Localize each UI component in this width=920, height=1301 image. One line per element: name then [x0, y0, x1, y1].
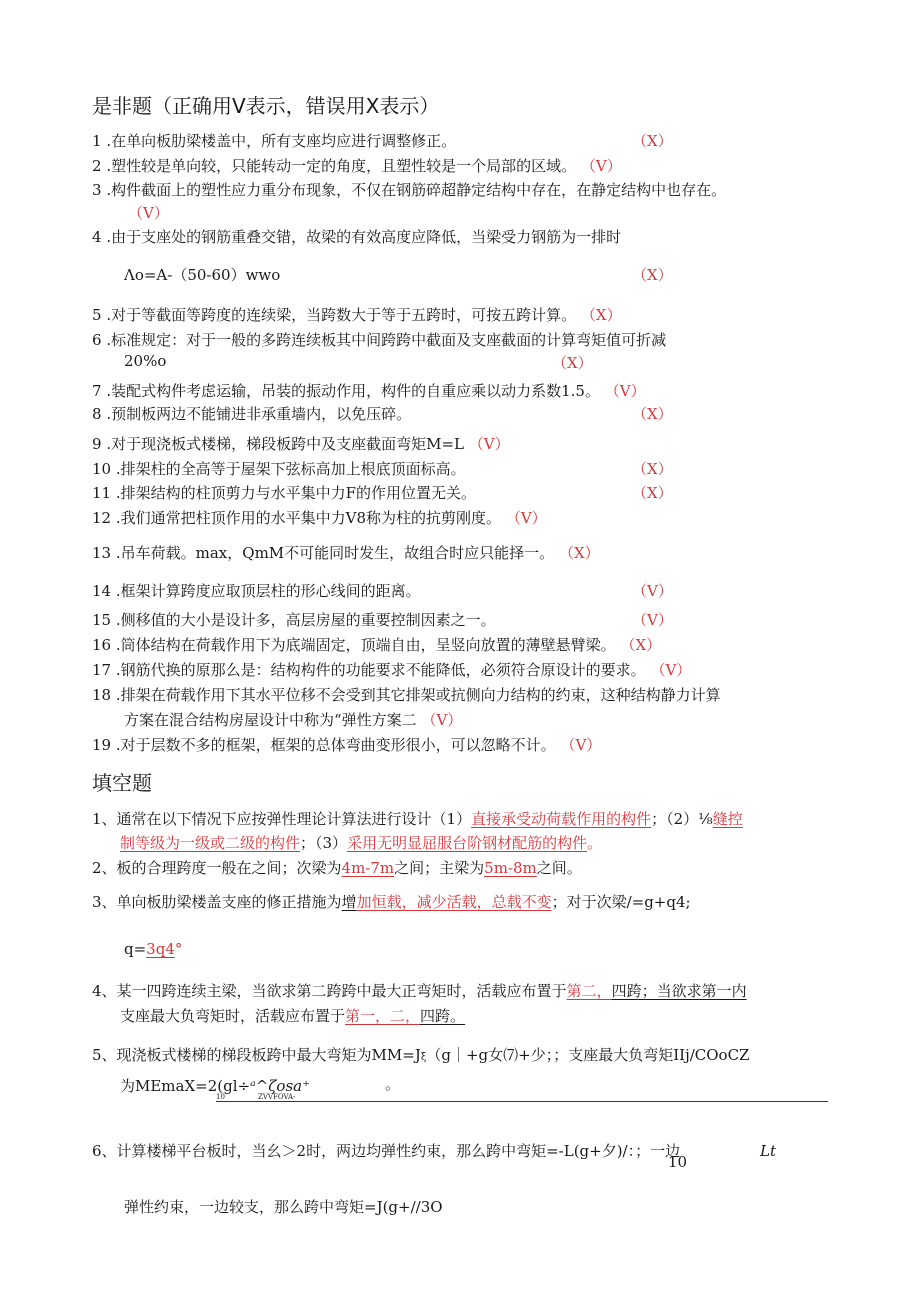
tf-item-number: 13 — [92, 544, 112, 562]
fb-text: 6、计算楼梯平台板时，当幺＞2时，两边均弹性约束，那么跨中弯矩=-L(g+夕)/：；一边 — [92, 1142, 681, 1160]
tf-item-text: .钢筋代换的原那么是：结构构件的功能要求不能降低，必须符合原设计的要求。 — [115, 661, 646, 679]
fb-question-1 — [92, 808, 743, 829]
fb-text: 5、现浇板式楼梯的梯段板跨中最大弯矩为MM=J — [92, 1046, 421, 1064]
fb-text: ᵃ^ζosa⁺ — [250, 1077, 311, 1095]
fb-question-5 — [92, 1044, 749, 1065]
tf-item-continuation: 20%o — [124, 352, 167, 370]
tf-item-text: .装配式构件考虑运输，吊装的振动作用，构件的自重应乘以动力系数1.5。 — [106, 382, 600, 400]
tf-item-18 — [92, 684, 721, 705]
tf-answer: （X） — [632, 405, 673, 423]
tf-item-text: .排架在荷载作用下其水平位移不会受到其它排架或抗侧向力结构的约束，这种结构静力计算 — [115, 686, 721, 704]
fb-text: （g｜+g女⑺+少；；支座最大负弯矩IIj/COoCZ — [426, 1046, 750, 1064]
tf-item-number: 5 — [92, 306, 102, 324]
fb-answer: 第二， — [566, 982, 612, 1000]
fb-text: ；对于次梁/=g+q4; — [551, 893, 691, 911]
fb-answer: 采用无明显屈服台阶钢材配筋的构件 — [347, 834, 588, 852]
fb-text: 2、板的合理跨度一般在之间；次梁为 — [92, 859, 342, 877]
tf-answer: （V） — [650, 661, 692, 679]
tf-item-3 — [92, 179, 726, 200]
tf-answer: （X） — [632, 484, 673, 502]
tf-item-number: 15 — [92, 611, 112, 629]
tf-item-10 — [92, 458, 466, 479]
fb-text: 之间；主梁为 — [394, 859, 485, 877]
tf-answer: （X） — [632, 132, 673, 150]
horizontal-rule — [216, 1101, 828, 1102]
fb-text: 3、单向板肋梁楼盖支座的修正措施为 — [92, 893, 342, 911]
fb-question-6-continuation: 弹性约束，一边较支，那么跨中弯矩=J(g+∕/3O — [124, 1198, 443, 1216]
tf-item-number: 12 — [92, 509, 112, 527]
fb-subscript: 10 — [216, 1093, 225, 1101]
fb-answer: 3q4 — [146, 940, 175, 958]
fb-question-2 — [92, 857, 582, 878]
tf-item-number: 9 — [92, 435, 102, 453]
tf-item-number: 14 — [92, 582, 112, 600]
tf-item-text: .构件截面上的塑性应力重分布现象，不仅在钢筋碎超静定结构中存在，在静定结构中也存在。 — [106, 181, 727, 199]
tf-item-8 — [92, 403, 411, 424]
tf-answer: （V） — [580, 157, 622, 175]
tf-item-16 — [92, 634, 661, 655]
fb-question-1-continuation — [120, 832, 602, 853]
fb-answer: 加恒载，减少活载，总载不变 — [356, 893, 552, 911]
tf-item-text: .侧移值的大小是设计多，高层房屋的重要控制因素之一。 — [115, 611, 496, 629]
tf-item-number: 7 — [92, 382, 102, 400]
tf-item-9 — [92, 433, 510, 454]
fb-text: 四跨；当欲求第一内 — [611, 982, 747, 1000]
tf-formula: Λo=A-（50-60）wwo — [124, 266, 281, 284]
tf-answer: （V） — [128, 204, 169, 222]
tf-answer: （X） — [558, 544, 600, 562]
fb-text: Lt — [760, 1142, 776, 1160]
fb-text: 为MEmaX=2(gl÷ — [120, 1077, 251, 1095]
tf-answer: （V） — [632, 582, 673, 600]
tf-item-text: .排架结构的柱顶剪力与水平集中力F的作用位置无关。 — [115, 484, 477, 502]
tf-answer: （X） — [632, 460, 673, 478]
fb-text: ；（2）⅛ — [651, 810, 713, 828]
tf-item-number: 8 — [92, 405, 102, 423]
tf-item-number: 19 — [92, 736, 112, 754]
tf-answer: （V） — [421, 711, 463, 729]
fb-answer: 5m-8m — [484, 859, 537, 877]
fb-text: ；（3） — [300, 834, 348, 852]
tf-item-text: .筒体结构在荷载作用下为底端固定，顶端自由，呈竖向放置的薄壁悬臂梁。 — [115, 636, 616, 654]
fb-text: 。 — [385, 1075, 401, 1093]
fb-subscript: ZVVFOVA- — [258, 1093, 296, 1101]
tf-item-text: .对于现浇板式楼梯，梯段板跨中及支座截面弯矩M=L — [106, 435, 464, 453]
tf-item-text: .塑性较是单向较，只能转动一定的角度，且塑性较是一个局部的区域。 — [106, 157, 577, 175]
tf-item-text: .标准规定：对于一般的多跨连续板其中间跨跨中截面及支座截面的计算弯矩值可折减 — [106, 331, 667, 349]
fb-answer: 4m-7m — [341, 859, 395, 877]
fb-text: ° — [174, 940, 183, 958]
tf-item-5 — [92, 304, 622, 325]
fb-question-4 — [92, 980, 747, 1001]
tf-item-number: 3 — [92, 181, 102, 199]
tf-item-number: 18 — [92, 686, 112, 704]
tf-item-number: 4 — [92, 228, 102, 246]
tf-item-number: 10 — [92, 460, 112, 478]
tf-item-number: 2 — [92, 157, 102, 175]
fb-text: 四跨。 — [420, 1007, 466, 1025]
tf-item-13 — [92, 542, 600, 563]
tf-answer: （V） — [560, 736, 602, 754]
tf-item-17 — [92, 659, 691, 680]
fb-text: q= — [124, 940, 147, 958]
tf-item-text: .我们通常把柱顶作用的水平集中力V8称为柱的抗剪刚度。 — [115, 509, 502, 527]
fb-question-3 — [92, 891, 691, 912]
fb-text: 1、通常在以下情况下应按弹性理论计算法进行设计（1） — [92, 810, 472, 828]
tf-item-number: 17 — [92, 661, 112, 679]
tf-answer: （V） — [468, 435, 510, 453]
fb-text: 之间。 — [536, 859, 582, 877]
tf-item-text: 方案在混合结构房屋设计中称为“弹性方案二 — [124, 711, 417, 729]
tf-answer: （X） — [620, 636, 662, 654]
tf-item-7 — [92, 380, 646, 401]
tf-item-number: 6 — [92, 331, 102, 349]
tf-item-text: .对于层数不多的框架，框架的总体弯曲变形很小，可以忽略不计。 — [115, 736, 556, 754]
tf-answer: （V） — [505, 509, 547, 527]
tf-answer: （X） — [580, 306, 622, 324]
tf-item-14 — [92, 580, 421, 601]
tf-answer: （V） — [632, 611, 673, 629]
fb-answer: 缝控 — [712, 810, 743, 828]
fb-text: ξ — [420, 1052, 427, 1063]
fb-text: 10 — [668, 1153, 688, 1171]
tf-item-18-continuation — [124, 709, 462, 730]
tf-item-number: 11 — [92, 484, 112, 502]
tf-item-19 — [92, 734, 601, 755]
tf-item-2 — [92, 155, 622, 176]
true-false-heading: 是非题（正确用V表示，错误用X表示） — [92, 94, 440, 118]
fill-blank-heading: 填空题 — [92, 771, 152, 795]
tf-item-text: .排架柱的全高等于屋架下弦标高加上根底顶面标高。 — [115, 460, 466, 478]
tf-item-number: 1 — [92, 132, 102, 150]
tf-item-text: .对于等截面等跨度的连续梁，当跨数大于等于五跨时，可按五跨计算。 — [106, 306, 577, 324]
tf-item-number: 16 — [92, 636, 112, 654]
fb-answer: 增 — [341, 893, 357, 911]
tf-answer: （V） — [604, 382, 646, 400]
fb-answer: 直接承受动荷载作用的构件 — [471, 810, 652, 828]
fb-question-4-continuation — [120, 1005, 465, 1026]
fb-text: 支座最大负弯矩时，活载应布置于 — [120, 1007, 346, 1025]
tf-answer: （X） — [632, 266, 673, 284]
fb-answer: 第一，二， — [345, 1007, 421, 1025]
tf-item-6 — [92, 329, 666, 350]
tf-item-text: .由于支座处的钢筋重叠交错，故梁的有效高度应降低，当梁受力钢筋为一排时 — [106, 228, 622, 246]
fb-answer: 制等级为一级或二级的构件 — [120, 834, 301, 852]
tf-item-text: .框架计算跨度应取顶层柱的形心线间的距离。 — [115, 582, 421, 600]
tf-item-1 — [92, 130, 456, 151]
tf-item-text: .在单向板肋梁楼盖中，所有支座均应进行调整修正。 — [106, 132, 457, 150]
fb-question-6 — [92, 1140, 680, 1161]
fb-text: 4、某一四跨连续主梁，当欲求第二跨跨中最大正弯矩时，活载应布置于 — [92, 982, 567, 1000]
tf-item-11 — [92, 482, 476, 503]
fb-text: 。 — [587, 834, 603, 852]
fb-question-3-continuation — [124, 940, 182, 958]
tf-item-15 — [92, 609, 496, 630]
tf-answer: （X） — [552, 354, 593, 372]
tf-item-text: .吊车荷载。max，QmM不可能同时发生，故组合时应只能择一。 — [115, 544, 555, 562]
tf-item-12 — [92, 507, 547, 528]
tf-item-text: .预制板两边不能铺进非承重墙内，以免压碎。 — [106, 405, 412, 423]
tf-item-4 — [92, 226, 621, 247]
